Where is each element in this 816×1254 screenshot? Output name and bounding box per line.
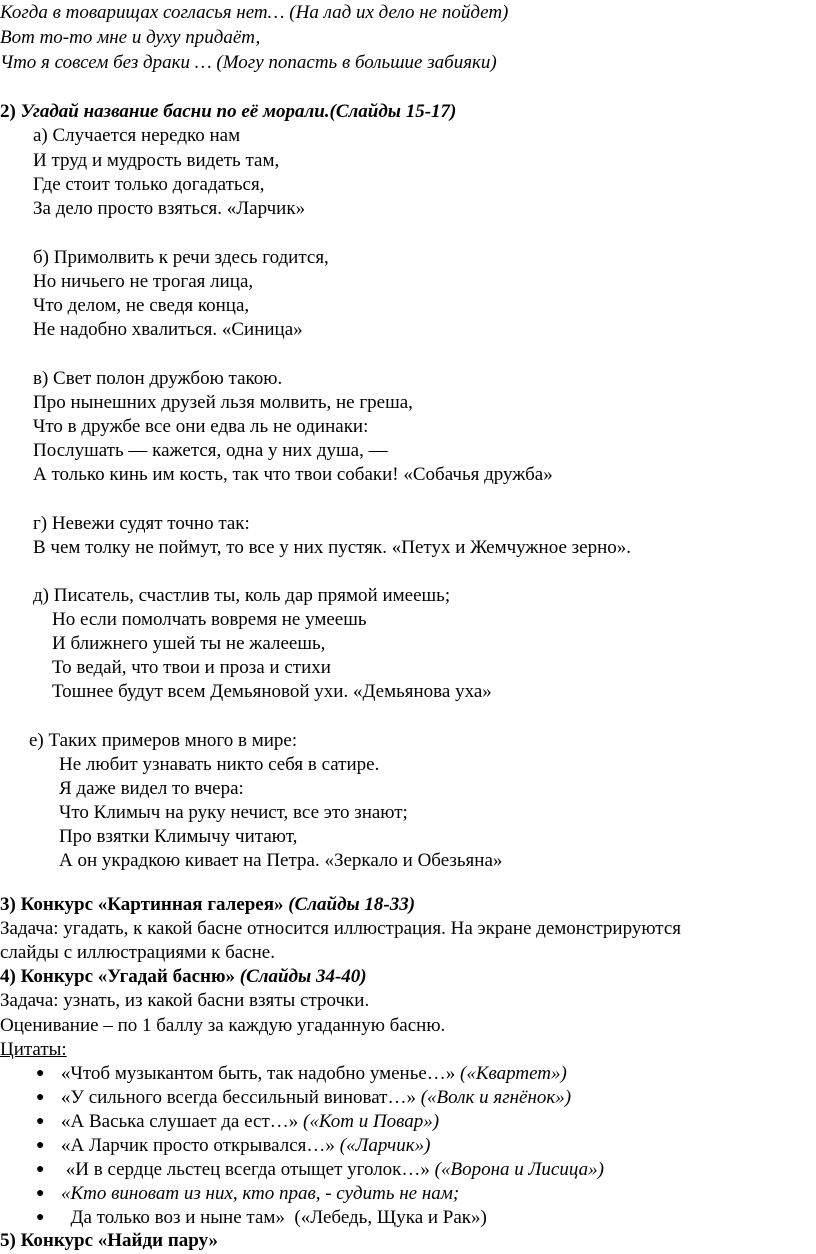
bullet-icon: ●	[36, 1162, 45, 1177]
verse-line: За дело просто взяться. «Ларчик»	[33, 198, 306, 219]
verse-line: Про взятки Климычу читают,	[59, 826, 298, 847]
intro-line: Когда в товарищах согласья нет… (На лад их дело не пойдет)	[0, 2, 509, 23]
verse-line: б) Примолвить к речи здесь годится,	[33, 247, 329, 268]
verse-line: Что в дружбе все они едва ль не одинаки:	[33, 416, 369, 437]
fable-title: («Волк и ягнёнок»)	[420, 1087, 572, 1108]
fable-title: («Кот и Повар»)	[303, 1111, 440, 1132]
intro-line: Вот то-то мне и духу придаёт,	[0, 27, 261, 48]
section-2-heading	[0, 100, 456, 124]
quote-text: «А Васька слушает да ест…»	[61, 1111, 304, 1132]
section-4-heading	[0, 965, 367, 989]
scoring-line: Оценивание – по 1 баллу за каждую угаданную басню.	[0, 1015, 446, 1036]
verse-line: Где стоит только догадаться,	[33, 174, 265, 195]
list-item: Да только воз и ныне там» («Лебедь, Щука и Рак»)	[61, 1207, 487, 1228]
section-title: Угадай название басни по её морали.(Слайды 15-17)	[20, 101, 457, 122]
verse-line: Я даже видел то вчера:	[59, 778, 244, 799]
bullet-icon: ●	[36, 1066, 45, 1081]
bullet-icon: ●	[36, 1186, 45, 1201]
list-item	[61, 1110, 439, 1134]
verse-line: Что Климыч на руку нечист, все это знают;	[59, 802, 408, 823]
quote-text: «А Ларчик просто открывался…»	[61, 1135, 340, 1156]
verse-line: И труд и мудрость видеть там,	[33, 150, 280, 171]
verse-line: Послушать — кажется, одна у них душа, —	[33, 440, 388, 461]
slides-ref: (Слайды 34-40)	[239, 966, 367, 987]
verse-line: То ведай, что твои и проза и стихи	[52, 657, 331, 678]
verse-line: И ближнего ушей ты не жалеешь,	[52, 633, 326, 654]
task-line: Задача: узнать, из какой басни взяты строчки.	[0, 990, 370, 1011]
task-line: слайды с иллюстрациями к басне.	[0, 942, 275, 963]
verse-line: а) Случается нередко нам	[33, 125, 241, 146]
quote-text: «У сильного всегда бессильный виноват…»	[61, 1087, 421, 1108]
bullet-icon: ●	[36, 1210, 45, 1225]
verse-line: В чем толку не поймут, то все у них пустяк. «Петух и Жемчужное зерно».	[33, 537, 631, 558]
section-title: 3) Конкурс «Картинная галерея»	[0, 894, 289, 915]
verse-line: Не любит узнавать никто себя в сатире.	[59, 754, 380, 775]
list-item	[61, 1086, 571, 1110]
slides-ref: (Слайды 18-33)	[288, 894, 416, 915]
bullet-icon: ●	[36, 1138, 45, 1153]
fable-title: («Квартет»)	[460, 1063, 567, 1084]
section-5-heading: 5) Конкурс «Найди пару»	[0, 1230, 219, 1251]
verse-line: Но если помолчать вовремя не умеешь	[52, 609, 367, 630]
list-item: «Кто виноват из них, кто прав, - судить не нам;	[61, 1183, 460, 1204]
verse-line: Не надобно хвалиться. «Синица»	[33, 319, 303, 340]
intro-line: Что я совсем без драки … (Могу попасть в большие забияки)	[0, 52, 497, 73]
list-item	[61, 1158, 604, 1182]
verse-line: А только кинь им кость, так что твои собаки! «Собачья дружба»	[33, 464, 553, 485]
section-number: 2)	[0, 101, 21, 122]
list-item	[61, 1134, 430, 1158]
verse-line: Но ничьего не трогая лица,	[33, 271, 254, 292]
verse-line: в) Свет полон дружбою такою.	[33, 368, 283, 389]
section-title: 4) Конкурс «Угадай басню»	[0, 966, 240, 987]
quote-text: «Чтоб музыкантом быть, так надобно уменье…»	[61, 1063, 461, 1084]
quotes-label: Цитаты:	[0, 1039, 67, 1060]
fable-title: («Ларчик»)	[339, 1135, 431, 1156]
verse-line: Про нынешних друзей льзя молвить, не греша,	[33, 392, 413, 413]
bullet-icon: ●	[36, 1090, 45, 1105]
verse-line: Тошнее будут всем Демьяновой ухи. «Демьянова уха»	[52, 681, 492, 702]
list-item	[61, 1062, 567, 1086]
quote-text: «И в сердце льстец всегда отыщет уголок…»	[61, 1159, 435, 1180]
section-3-heading	[0, 893, 415, 917]
verse-line: А он украдкою кивает на Петра. «Зеркало и Обезьяна»	[59, 850, 503, 871]
task-line: Задача: угадать, к какой басне относится иллюстрация. На экране демонстрируются	[0, 918, 681, 939]
verse-line: г) Невежи судят точно так:	[33, 513, 250, 534]
verse-line: е) Таких примеров много в мире:	[29, 730, 298, 751]
verse-line: Что делом, не сведя конца,	[33, 295, 250, 316]
bullet-icon: ●	[36, 1114, 45, 1129]
verse-line: д) Писатель, счастлив ты, коль дар прямой имеешь;	[33, 585, 451, 606]
fable-title: («Ворона и Лисица»)	[434, 1159, 604, 1180]
